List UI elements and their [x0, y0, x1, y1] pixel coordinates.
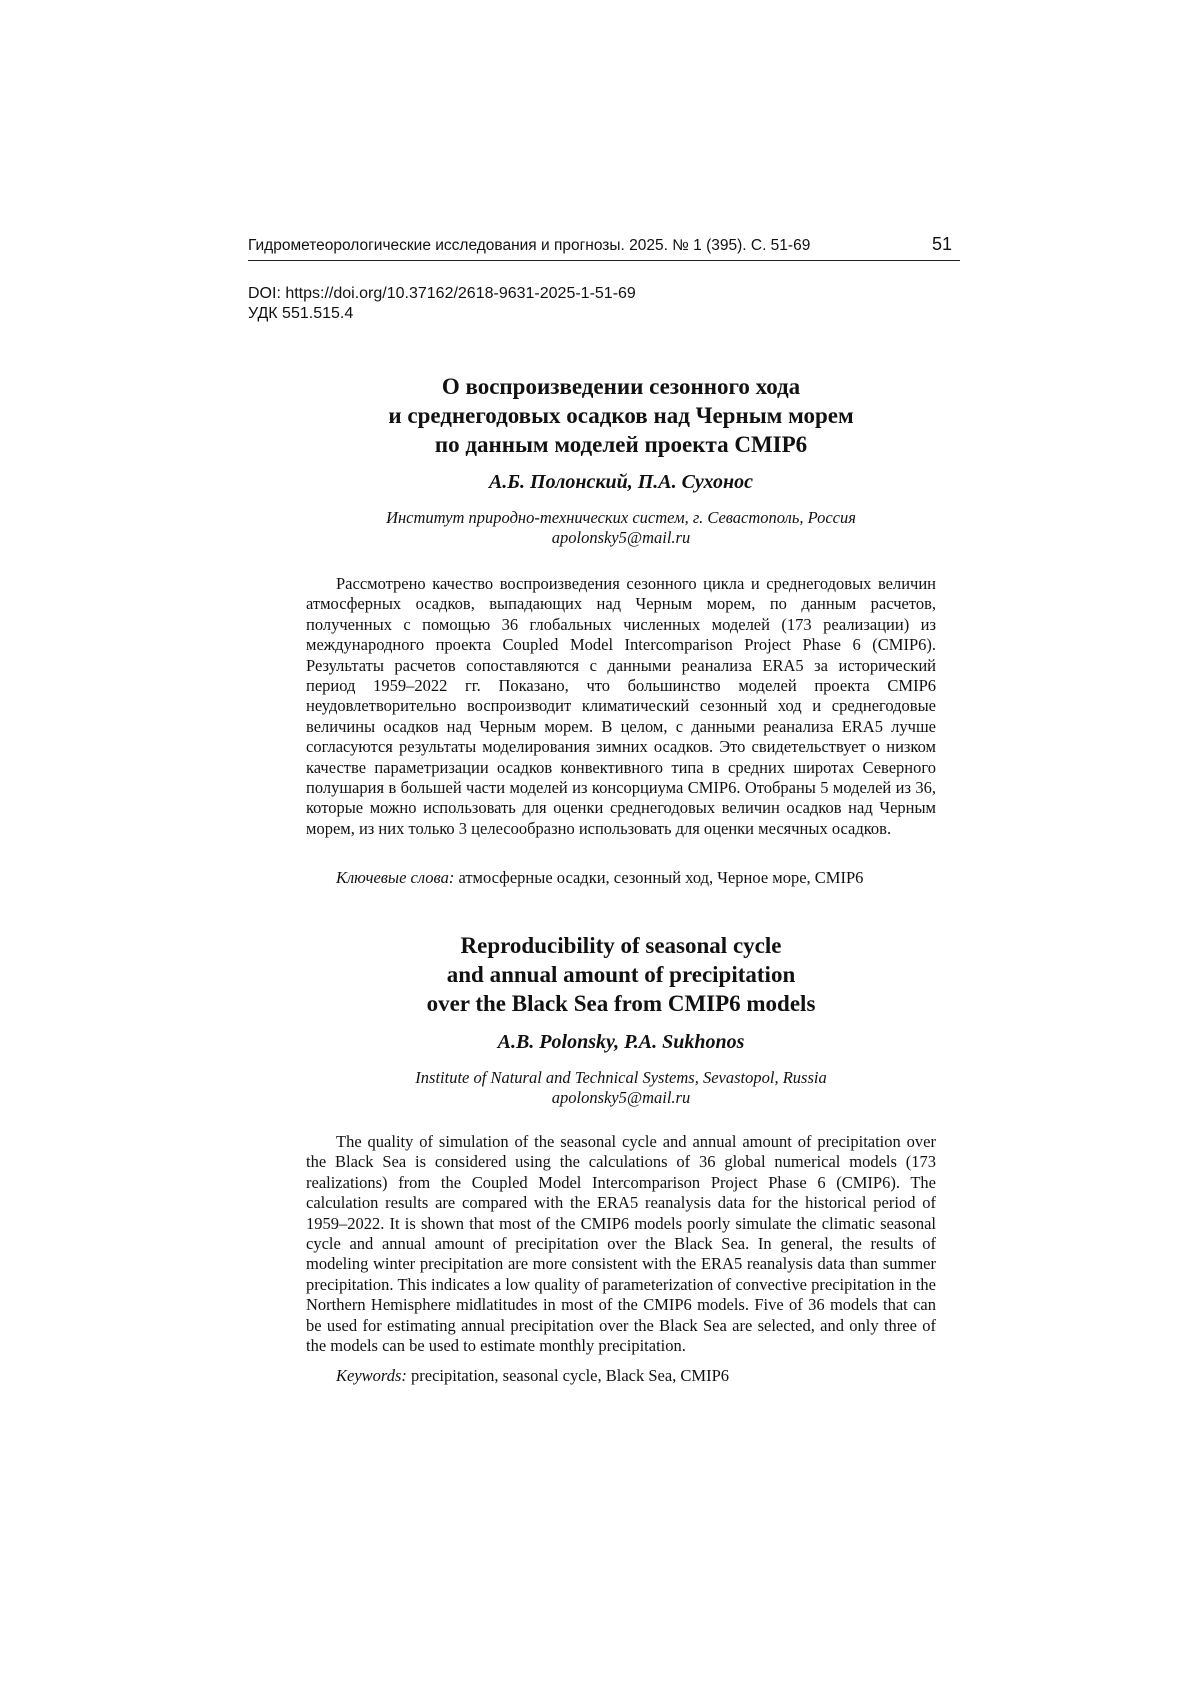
- en-keywords: [306, 1366, 936, 1386]
- ru-title-line: и среднегодовых осадков над Черным морем: [388, 403, 854, 428]
- udc-line: УДК 551.515.4: [248, 305, 354, 322]
- en-authors: A.B. Polonsky, P.A. Sukhonos: [497, 1031, 745, 1053]
- doi-line: DOI: https://doi.org/10.37162/2618-9631-2025-1-51-69: [248, 285, 636, 302]
- en-keywords-label: Keywords:: [336, 1366, 407, 1385]
- journal-citation: Гидрометеорологические исследования и прогнозы. 2025. № 1 (395). С. 51-69: [248, 237, 811, 254]
- ru-title-line: О воспроизведении сезонного хода: [441, 374, 801, 399]
- article-meta: [248, 284, 636, 324]
- en-title-line: and annual amount of precipitation: [446, 962, 796, 987]
- en-affiliation-text: Institute of Natural and Technical Systems, Sevastopol, Russia: [415, 1068, 827, 1087]
- ru-affiliation-text: Институт природно-технических систем, г. Севастополь, Россия: [386, 508, 856, 527]
- ru-keywords-label: Ключевые слова:: [336, 868, 455, 887]
- en-keywords-text: precipitation, seasonal cycle, Black Sea, CMIP6: [411, 1366, 730, 1385]
- en-abstract: The quality of simulation of the seasonal cycle and annual amount of precipitation over the Black Sea is considered using the calculations of 36 global numerical models (173 realizations) from the Coupled Model Intercomparison Project Phase 6 (CMIP6). The calculation results are compared with the ERA5 reanalysis data for the historical period of 1959–2022. It is shown that most of the CMIP6 models poorly simulate the climatic seasonal cycle and annual amount of precipitation over the Black Sea. In general, the results of modeling winter precipitation are more consistent with the ERA5 reanalysis data than summer precipitation. This indicates a low quality of parameterization of convective precipitation in the Northern Hemisphere midlatitudes in most of the CMIP6 models. Five of 36 models that can be used for estimating annual precipitation over the Black Sea are selected, and only three of the models can be used to estimate monthly precipitation.: [306, 1132, 936, 1356]
- ru-title: [306, 372, 936, 459]
- en-title: [306, 931, 936, 1018]
- ru-keywords-text: атмосферные осадки, сезонный ход, Черное море, CMIP6: [458, 868, 864, 887]
- ru-abstract: Рассмотрено качество воспроизведения сезонного цикла и среднегодовых величин атмосферных осадков, выпадающих над Черным морем, по данным расчетов, полученных с помощью 36 глобальных численных моделей (173 реализации) из международного проекта Coupled Model Intercomparison Project Phase 6 (CMIP6). Результаты расчетов сопоставляются с данными реанализа ERA5 за исторический период 1959–2022 гг. Показано, что большинство моделей проекта CMIP6 неудовлетворительно воспроизводит климатический сезонный ход и среднегодовые величины осадков над Черным морем. В целом, с данными реанализа ERA5 лучше согласуются результаты моделирования зимних осадков. Это свидетельствует о низком качестве параметризации осадков конвективного типа в средних широтах Северного полушария в большей части моделей из консорциума CMIP6. Отобраны 5 моделей из 36, которые можно использовать для оценки среднегодовых величин осадков над Черным морем, из них только 3 целесообразно использовать для оценки месячных осадков.: [306, 574, 936, 838]
- en-title-line: Reproducibility of seasonal cycle: [460, 933, 782, 958]
- en-title-line: over the Black Sea from CMIP6 models: [426, 991, 816, 1016]
- running-head: [248, 236, 960, 261]
- ru-keywords: [306, 868, 936, 888]
- en-affiliation: [306, 1068, 936, 1108]
- ru-title-line: по данным моделей проекта CMIP6: [434, 432, 808, 457]
- ru-affiliation: [306, 508, 936, 548]
- page-number: 51: [931, 234, 952, 254]
- en-email: apolonsky5@mail.ru: [551, 1088, 691, 1107]
- ru-email: apolonsky5@mail.ru: [551, 528, 691, 547]
- ru-authors: А.Б. Полонский, П.А. Сухонос: [488, 471, 754, 493]
